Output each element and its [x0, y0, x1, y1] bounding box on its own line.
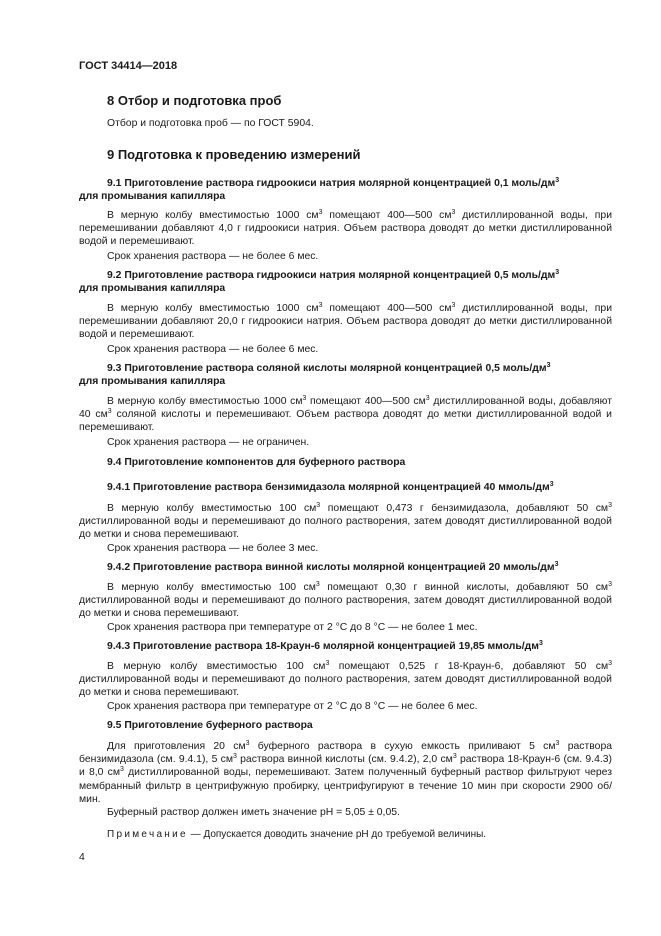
section-9-5-ph-requirement: Буферный раствор должен иметь значение рН = 5,05 ± 0,05.: [107, 807, 400, 818]
section-9-1-title: 9.1 Приготовление раствора гидроокиси натрия молярной концентрацией 0,1 моль/$дм^3$ для промывания капилляра: [79, 177, 560, 203]
section-9-4-3-paragraph: В мерную колбу вместимостью 100 $см^3$ помещают 0,525 г 18-Краун-6, добавляют 50 $см^3$ дистиллированной воды и перемешивают до полного растворения, затем доводят дистиллированной водой до метки и снова перемешивают.: [79, 660, 612, 699]
section-9-5-paragraph: Для приготовления 20 $см^3$ буферного раствора в сухую емкость приливают 5 $см^3$ раствора бензимидазола (см. 9.4.1), 5 $см^3$ раствора винной кислоты (см. 9.4.2), 2,0 $см^3$ раствора 18-Краун-6 (см. 9.4.3) и 8,0 $см^3$ дистиллированной воды, перемешивают. Затем полученный буферный раствор фильтруют через мембранный фильтр в центрифужную пробирку, центрифугируют в течение 10 мин при скорости 2900 об/мин.: [79, 740, 612, 805]
document-header: ГОСТ 34414—2018: [79, 60, 178, 72]
section-9-2-title: 9.2 Приготовление раствора гидроокиси натрия молярной концентрацией 0,5 моль/$дм^3$ для промывания капилляра: [79, 269, 560, 295]
section-9-4-3-title: 9.4.3 Приготовление раствора 18-Краун-6 молярной концентрацией 19,85 ммоль/$дм^3$: [107, 640, 543, 652]
section-9-5-note: [79, 828, 612, 841]
section-9-3-storage: Срок хранения раствора — не ограничен.: [107, 437, 310, 448]
section-9-4-2-title: 9.4.2 Приготовление раствора винной кислоты молярной концентрацией 20 ммоль/$дм^3$: [107, 561, 559, 573]
section-9-1-storage: Срок хранения раствора — не более 6 мес.: [107, 251, 319, 262]
note-label: Примечание: [107, 829, 188, 840]
section-9-4-2-storage: Срок хранения раствора при температуре от 2 °С до 8 °С — не более 1 мес.: [107, 622, 478, 633]
section-9-4-1-storage: Срок хранения раствора — не более 3 мес.: [107, 543, 319, 554]
section-9-2-paragraph: В мерную колбу вместимостью 1000 $см^3$ помещают 400—500 $см^3$ дистиллированной воды, при перемешивании добавляют 20,0 г гидроокиси натрия. Объем раствора доводят до метки дистиллированной водой и перемешивают.: [79, 302, 612, 341]
section-9-2-storage: Срок хранения раствора — не более 6 мес.: [107, 344, 319, 355]
section-9-4-1-title: 9.4.1 Приготовление раствора бензимидазола молярной концентрацией 40 ммоль/$дм^3$: [107, 481, 554, 493]
section-9-4-1-paragraph: В мерную колбу вместимостью 100 $см^3$ помещают 0,473 г бензимидазола, добавляют 50 $см^3$ дистиллированной воды и перемешивают до полного растворения, затем доводят дистиллированной водой до метки и снова перемешивают.: [79, 502, 612, 541]
section-9-4-title: 9.4 Приготовление компонентов для буферного раствора: [107, 457, 406, 468]
page-number: 4: [79, 852, 85, 863]
section-9-3-title: 9.3 Приготовление раствора соляной кислоты молярной концентрацией 0,5 моль/$дм^3$ для промывания капилляра: [79, 362, 551, 388]
section-9-4-2-paragraph: В мерную колбу вместимостью 100 $см^3$ помещают 0,30 г винной кислоты, добавляют 50 $см^3$ дистиллированной воды и перемешивают до полного растворения, затем доводят дистиллированной водой до метки и снова перемешивают.: [79, 581, 612, 620]
section-9-5-title: 9.5 Приготовление буферного раствора: [107, 720, 313, 731]
section-9-4-3-storage: Срок хранения раствора при температуре от 2 °С до 8 °С — не более 6 мес.: [107, 701, 478, 712]
note-text: — Допускается доводить значение рН до требуемой величины.: [187, 829, 487, 840]
section-9-3-paragraph: В мерную колбу вместимостью 1000 $см^3$ помещают 400—500 $см^3$ дистиллированной воды, добавляют 40 $см^3$ соляной кислоты и перемешивают. Объем раствора доводят до метки дистиллированной водой и перемешивают.: [79, 395, 613, 434]
section-8-heading: 8 Отбор и подготовка проб: [107, 93, 282, 108]
section-9-heading: 9 Подготовка к проведению измерений: [107, 147, 361, 162]
section-8-text: Отбор и подготовка проб — по ГОСТ 5904.: [107, 118, 314, 129]
section-9-1-paragraph: В мерную колбу вместимостью 1000 $см^3$ помещают 400—500 $см^3$ дистиллированной воды, при перемешивании добавляют 4,0 г гидроокиси натрия. Объем раствора доводят до метки дистиллированной водой и перемешивают.: [79, 209, 612, 248]
